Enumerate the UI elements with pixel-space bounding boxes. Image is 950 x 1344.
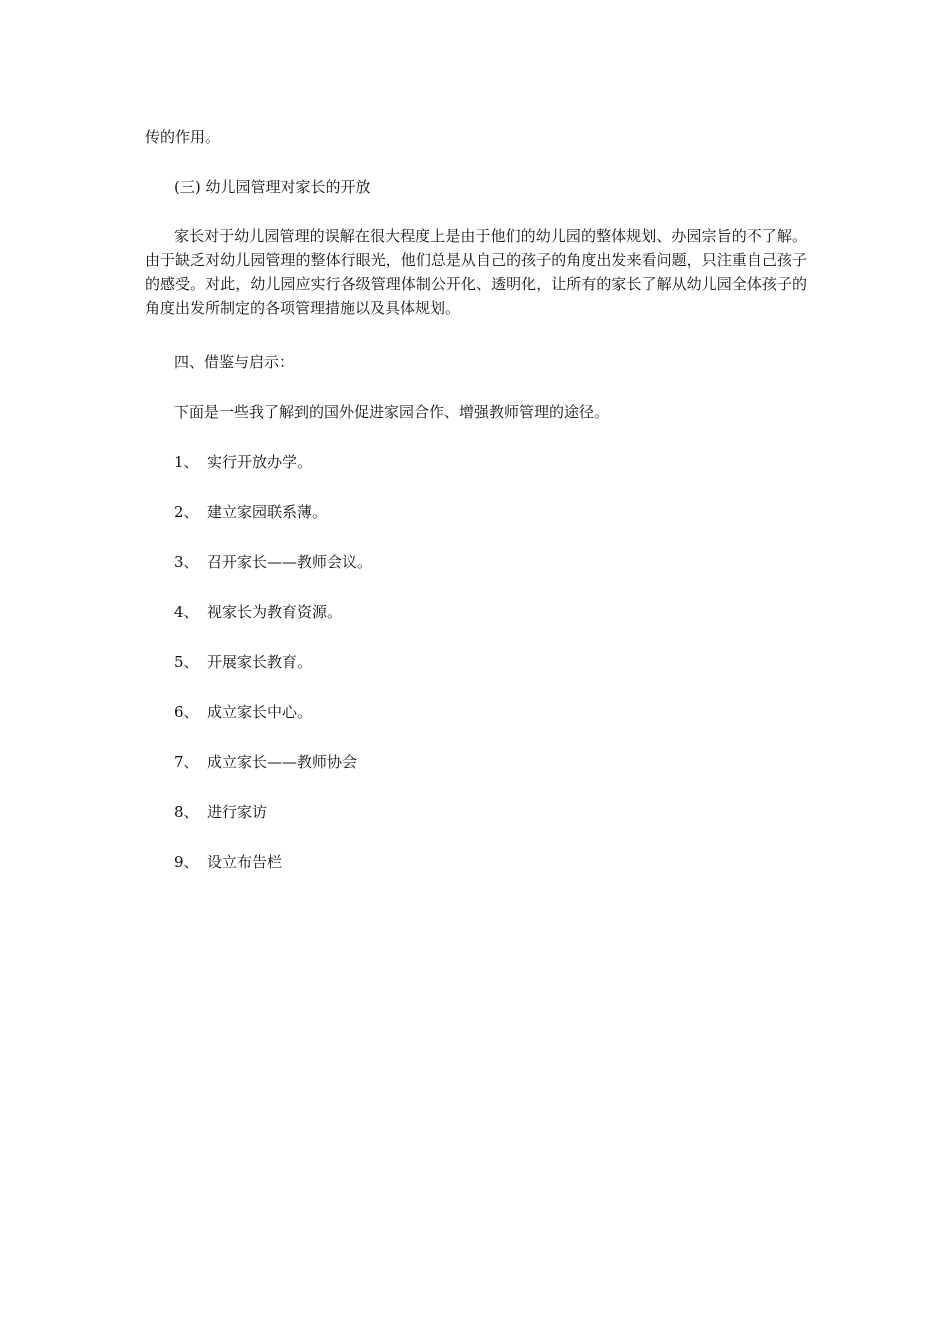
list-item xyxy=(174,850,282,874)
list-item-text: 实行开放办学。 xyxy=(207,453,313,471)
list-item-number: 8、 xyxy=(174,803,199,821)
list-item xyxy=(174,750,357,774)
intro-text: 下面是一些我了解到的国外促进家园合作、增强教师管理的途径。 xyxy=(174,403,610,421)
list-item xyxy=(174,700,312,724)
list-item-number: 9、 xyxy=(174,853,199,871)
list-item-text: 召开家长——教师会议。 xyxy=(207,553,373,571)
list-item xyxy=(174,550,372,574)
section-heading: (三) 幼儿园管理对家长的开放 xyxy=(174,178,371,196)
list-item-number: 7、 xyxy=(174,753,199,771)
list-item-text: 开展家长教育。 xyxy=(207,653,313,671)
list-item-text: 成立家长——教师协会 xyxy=(207,753,358,771)
list-item-number: 2、 xyxy=(174,503,199,521)
list-item-text: 建立家园联系薄。 xyxy=(207,503,328,521)
body-paragraph: 家长对于幼儿园管理的误解在很大程度上是由于他们的幼儿园的整体规划、办园宗旨的不了解。由于缺乏对幼儿园管理的整体行眼光，他们总是从自己的孩子的角度出发来看问题，只注重自己孩子的感受。对此，幼儿园应实行各级管理体制公开化、透明化，让所有的家长了解从幼儿园全体孩子的角度出发所制定的各项管理措施以及具体规划。 xyxy=(145,227,807,317)
list-item xyxy=(174,500,327,524)
list-item-text: 设立布告栏 xyxy=(207,853,283,871)
list-item-number: 3、 xyxy=(174,553,199,571)
list-item-text: 成立家长中心。 xyxy=(207,703,313,721)
list-item-number: 1、 xyxy=(174,453,199,471)
list-item xyxy=(174,600,342,624)
list-item-text: 进行家访 xyxy=(207,803,268,821)
list-item xyxy=(174,650,312,674)
continuation-text: 传的作用。 xyxy=(145,128,221,146)
list-item-number: 5、 xyxy=(174,653,199,671)
list-item xyxy=(174,450,312,474)
list-item-number: 4、 xyxy=(174,603,199,621)
part-heading: 四、借鉴与启示： xyxy=(174,353,295,371)
list-item-text: 视家长为教育资源。 xyxy=(207,603,343,621)
list-item-number: 6、 xyxy=(174,703,199,721)
list-item xyxy=(174,800,267,824)
